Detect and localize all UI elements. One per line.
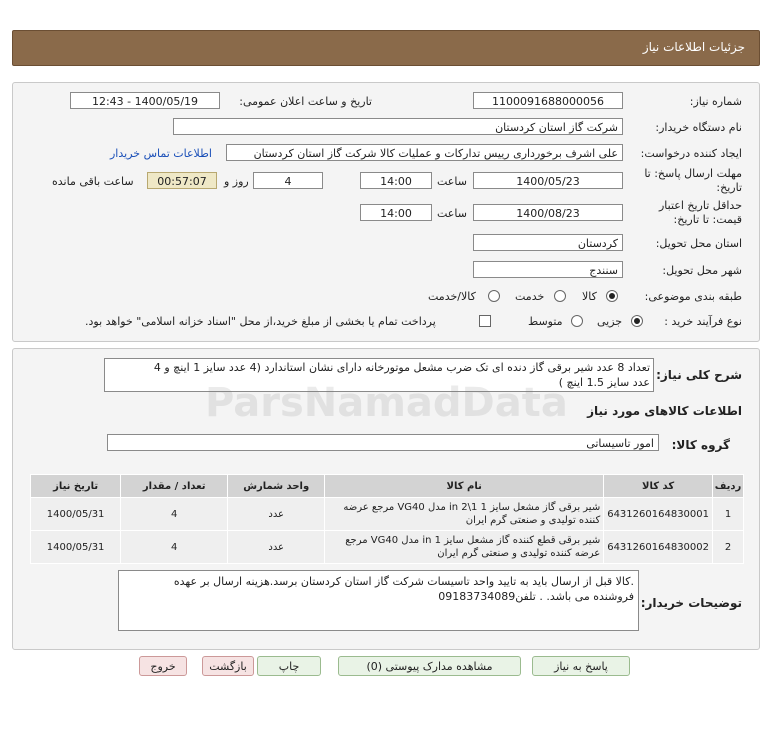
summary-text-box <box>104 358 654 392</box>
creator-label: ایجاد کننده درخواست: <box>640 147 742 160</box>
days-label: روز و <box>224 175 249 188</box>
category-label: طبقه بندی موضوعی: <box>644 290 742 303</box>
city-field: سنندج <box>473 261 623 278</box>
row-number: 2 <box>713 531 744 564</box>
row-number: 1 <box>713 498 744 531</box>
buyer-contact-link[interactable]: اطلاعات تماس خریدار <box>110 147 212 160</box>
buyer-notes-line2: فروشنده می باشد. . تلفن09183734089 <box>438 590 634 603</box>
back-button[interactable]: بازگشت <box>202 656 254 676</box>
goods-table <box>30 474 744 564</box>
buyer-notes-label: توضیحات خریدار: <box>640 596 742 610</box>
need-number-label: شماره نیاز: <box>689 95 742 108</box>
col-unit-header: واحد شمارش <box>228 475 325 498</box>
goods-unit: عدد <box>228 531 325 564</box>
buyer-notes-line1: .کالا قبل از ارسال باید به تایید واحد تاسیسات شرکت گاز استان کردستان برسد.هزینه ارسال بر عهده <box>173 575 634 588</box>
page-title: جزئیات اطلاعات نیاز <box>642 40 745 54</box>
buyer-org-label: نام دستگاه خریدار: <box>655 121 742 134</box>
goods-name <box>325 531 604 564</box>
category-goods-label: کالا <box>582 290 597 303</box>
category-goods-service-label: کالا/خدمت <box>428 290 476 303</box>
buyer-org-field: شرکت گاز استان کردستان <box>173 118 623 135</box>
validity-time-label: ساعت <box>437 207 467 220</box>
col-name-header: نام کالا <box>325 475 604 498</box>
category-radio-goods[interactable] <box>606 290 618 302</box>
validity-label: حداقل تاریخ اعتبار قیمت: تا تاریخ: <box>658 199 742 226</box>
announce-datetime-field: 1400/05/19 - 12:43 <box>70 92 220 109</box>
buyer-notes-box <box>118 570 639 631</box>
process-minor-label: جزیی <box>597 315 623 328</box>
exit-button[interactable]: خروج <box>139 656 187 676</box>
col-code-header: کد کالا <box>604 475 713 498</box>
remaining-label: ساعت باقی مانده <box>52 175 134 188</box>
deadline-date-field: 1400/05/23 <box>473 172 623 189</box>
province-field: کردستان <box>473 234 623 251</box>
process-medium-label: متوسط <box>528 315 563 328</box>
process-label: نوع فرآیند خرید : <box>664 315 742 328</box>
table-row <box>31 531 744 564</box>
goods-info-title: اطلاعات کالاهای مورد نیاز <box>587 404 742 418</box>
reply-button[interactable]: پاسخ به نیاز <box>532 656 630 676</box>
summary-label: شرح کلی نیاز: <box>656 368 742 382</box>
table-row <box>31 498 744 531</box>
goods-code: 6431260164830001 <box>604 498 713 531</box>
days-field: 4 <box>253 172 323 189</box>
deadline-label: مهلت ارسال پاسخ: تا تاریخ: <box>644 167 742 194</box>
attachments-button[interactable]: مشاهده مدارک پیوستی (0) <box>338 656 521 676</box>
summary-text-line2: عدد سایز 1.5 اینچ ) <box>558 376 650 389</box>
process-radio-medium[interactable] <box>571 315 583 327</box>
page-header <box>12 30 760 66</box>
col-row-header: ردیف <box>713 475 744 498</box>
creator-field: علی اشرف برخورداری رییس تدارکات و عملیات کالا شرکت گاز استان کردستان <box>226 144 623 161</box>
city-label: شهر محل تحویل: <box>662 264 742 277</box>
province-label: استان محل تحویل: <box>655 237 742 250</box>
treasury-payment-note: پرداخت تمام یا بخشی از مبلغ خرید،از محل "اسناد خزانه اسلامی" خواهد بود. <box>85 315 436 328</box>
process-radio-minor[interactable] <box>631 315 643 327</box>
goods-name-line2: عرضه کننده تولیدی و صنعتی گرم ایران <box>437 548 601 559</box>
goods-name-line1: شیر برقی گاز مشعل سایز in 2\1 1 مدل VG40 مرجع عرضه <box>343 502 601 513</box>
goods-group-label: گروه کالا: <box>671 438 730 452</box>
col-qty-header: تعداد / مقدار <box>121 475 228 498</box>
remaining-time-field: 00:57:07 <box>147 172 217 189</box>
goods-need-date: 1400/05/31 <box>31 498 121 531</box>
category-service-label: خدمت <box>515 290 545 303</box>
announce-label: تاریخ و ساعت اعلان عمومی: <box>239 95 372 108</box>
goods-unit: عدد <box>228 498 325 531</box>
goods-table-header <box>31 475 744 498</box>
category-radio-goods-service[interactable] <box>488 290 500 302</box>
goods-name-line2: کننده تولیدی و صنعتی گرم ایران <box>465 515 601 526</box>
goods-need-date: 1400/05/31 <box>31 531 121 564</box>
goods-qty: 4 <box>121 498 228 531</box>
need-number-field: 1100091688000056 <box>473 92 623 109</box>
treasury-payment-checkbox[interactable] <box>479 315 491 327</box>
category-radio-service[interactable] <box>554 290 566 302</box>
col-date-header: تاریخ نیاز <box>31 475 121 498</box>
deadline-time-label: ساعت <box>437 175 467 188</box>
goods-code: 6431260164830002 <box>604 531 713 564</box>
deadline-time-field: 14:00 <box>360 172 432 189</box>
print-button[interactable]: چاپ <box>257 656 321 676</box>
goods-group-field: امور تاسیساتی <box>107 434 659 451</box>
validity-date-field: 1400/08/23 <box>473 204 623 221</box>
goods-qty: 4 <box>121 531 228 564</box>
goods-name <box>325 498 604 531</box>
summary-text-line1: تعداد 8 عدد شیر برقی گاز دنده ای تک ضرب مشعل موتورخانه دارای نشان استاندارد (4 عدد سایز 1 اینچ و 4 <box>153 361 650 374</box>
goods-name-line1: شیر برقی قطع کننده گاز مشعل سایز in 1 مدل VG40 مرجع <box>345 535 601 546</box>
validity-time-field: 14:00 <box>360 204 432 221</box>
